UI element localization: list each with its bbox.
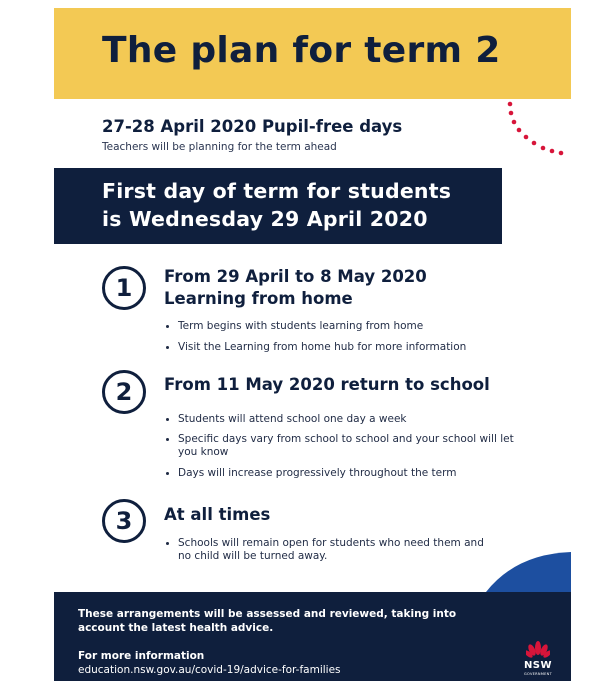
footer-review-text: These arrangements will be assessed and reviewed, taking into account the latest health advice. xyxy=(78,608,457,634)
poster xyxy=(54,8,571,681)
bullet-text: Days will increase progressively throughout the term xyxy=(178,467,457,479)
step-2-heading: From 11 May 2020 return to school xyxy=(164,375,490,394)
footer-url-link[interactable]: education.nsw.gov.au/covid-19/advice-for-families xyxy=(78,664,341,676)
nsw-logo-subtext: GOVERNMENT xyxy=(523,672,553,676)
step-2-bullet xyxy=(166,413,526,426)
step-3-bullet xyxy=(166,537,486,563)
pupil-free-days-subtitle: Teachers will be planning for the term ahead xyxy=(102,141,337,153)
bullet-dot xyxy=(166,438,169,441)
bullet-text: Students will attend school one day a week xyxy=(178,413,407,425)
first-day-line-1: First day of term for students xyxy=(102,179,452,203)
step-2-bullet xyxy=(166,467,526,480)
step-1-heading-line-1: From 29 April to 8 May 2020 xyxy=(164,267,427,286)
bullet-dot xyxy=(166,472,169,475)
bullet-dot xyxy=(166,325,169,328)
decorative-blue-curve xyxy=(486,552,571,592)
step-3-number: 3 xyxy=(102,499,146,543)
step-2-number: 2 xyxy=(102,370,146,414)
step-1-number: 1 xyxy=(102,266,146,310)
bullet-text: Schools will remain open for students who need them and no child will be turned away. xyxy=(178,537,484,562)
step-2-bullet xyxy=(166,433,526,459)
first-day-line-2: is Wednesday 29 April 2020 xyxy=(102,207,428,231)
bullet-dot xyxy=(166,542,169,545)
step-1-heading-line-2: Learning from home xyxy=(164,289,353,308)
step-1-bullet xyxy=(166,341,526,354)
bullet-text: Visit the Learning from home hub for more information xyxy=(178,341,467,353)
bullet-text: Term begins with students learning from home xyxy=(178,320,424,332)
bullet-text: Specific days vary from school to school and your school will let you know xyxy=(178,433,514,458)
first-day-banner xyxy=(54,168,502,244)
title-band xyxy=(54,8,571,99)
nsw-logo-text: NSW xyxy=(523,660,553,671)
footer-more-info-label: For more information xyxy=(78,650,205,662)
decorative-dots xyxy=(502,98,571,160)
page-title: The plan for term 2 xyxy=(102,30,501,71)
step-1-bullet xyxy=(166,320,526,333)
footer xyxy=(54,592,571,681)
pupil-free-days-title: 27-28 April 2020 Pupil-free days xyxy=(102,117,403,136)
bullet-dot xyxy=(166,418,169,421)
waratah-icon xyxy=(526,640,550,660)
bullet-dot xyxy=(166,346,169,349)
step-3-heading: At all times xyxy=(164,505,271,524)
nsw-government-logo xyxy=(516,640,560,680)
